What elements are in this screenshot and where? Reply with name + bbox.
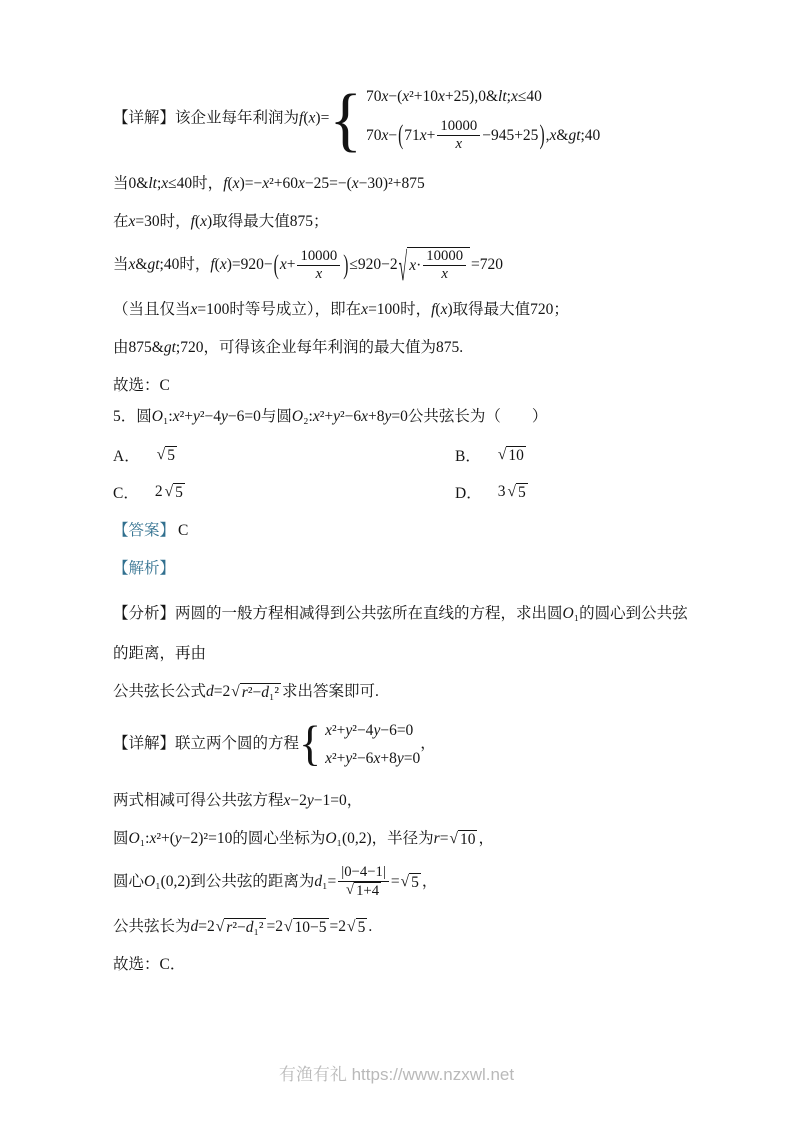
q4-case2-line xyxy=(113,247,693,291)
math-run: f(x)= xyxy=(299,109,330,127)
radical-sign: √ xyxy=(164,482,174,500)
radicand: 5 xyxy=(517,483,526,501)
text-run: 取得最大值875； xyxy=(212,212,329,230)
radical xyxy=(165,483,185,502)
radicand: 5 xyxy=(167,446,175,464)
text-run: 时， xyxy=(159,212,191,230)
math-run: 70x− xyxy=(365,127,398,145)
radical xyxy=(216,918,266,937)
answer-value: C xyxy=(178,522,189,540)
circle1-equation: O₁:x²+y²−4y−6=0 xyxy=(151,408,261,426)
analysis-paragraph xyxy=(113,594,693,673)
jiexi-line xyxy=(113,556,693,581)
math-run: O₁(0,2) xyxy=(144,872,191,890)
text-run: ， xyxy=(421,872,438,890)
math-run: x· xyxy=(409,256,422,274)
math-run: 71x+ xyxy=(404,127,436,145)
text-run: （当且仅当 xyxy=(113,300,191,318)
math-run: x−2y−1=0 xyxy=(283,791,347,809)
circle1-center-line xyxy=(113,826,693,851)
q4-answer-choice-line xyxy=(113,373,693,398)
math-run: f(x) xyxy=(190,212,213,230)
footer-watermark xyxy=(0,1060,793,1085)
math-run: =720 xyxy=(471,255,504,273)
radical-sign: √ xyxy=(215,917,225,935)
option-B xyxy=(455,444,527,466)
jiexi-label: 【解析】 xyxy=(113,560,176,578)
text-run: 故选：C xyxy=(113,376,170,394)
text-run: 故选：C． xyxy=(113,955,186,973)
detail-label: 【详解】 xyxy=(113,734,176,752)
text-run: 时， xyxy=(179,255,211,273)
fraction xyxy=(297,248,340,284)
text-run: 取得最大值720； xyxy=(452,300,569,318)
option-C xyxy=(113,481,455,503)
math-run: x=30 xyxy=(128,212,160,230)
fraction-denominator: x xyxy=(455,136,463,153)
text-run: 的圆心坐标为 xyxy=(232,829,326,847)
fraction-numerator: 10000 xyxy=(297,248,340,266)
math-run: ,x&gt;40 xyxy=(545,127,601,145)
math-run: −945+25 xyxy=(482,127,539,145)
text-run: 公共弦长为 xyxy=(113,917,191,935)
system-rows xyxy=(325,718,420,771)
radical xyxy=(284,918,329,937)
radical xyxy=(449,830,477,849)
footer-text: 有渔有礼 https://www.nzxwl.net xyxy=(278,1065,515,1084)
math-run: x+ xyxy=(279,255,296,273)
math-run: 875&gt;720 xyxy=(128,338,204,356)
text-run: 公共弦长为（ ） xyxy=(407,408,548,426)
fraction xyxy=(437,118,480,154)
option-D-label: D． xyxy=(455,485,482,503)
big-left-paren: ( xyxy=(398,120,404,152)
fraction-numerator: |0−4−1| xyxy=(338,864,389,882)
math-run: f(x)=920− xyxy=(210,255,273,273)
piecewise-row-1: 70 x −( x ²+10 x +25),0& l t ; x ≤40 xyxy=(365,88,542,105)
radical-sign: √ xyxy=(398,247,408,291)
radicand: 5 xyxy=(175,483,183,501)
radical-sign: √ xyxy=(231,683,240,701)
fraction-numerator: 10000 xyxy=(423,248,466,266)
radical xyxy=(507,483,527,502)
text-run: 公共弦长公式 xyxy=(113,683,207,701)
radical xyxy=(157,446,177,465)
q4-case1-line xyxy=(113,171,693,196)
left-brace: { xyxy=(299,716,322,771)
option-A-label: A． xyxy=(113,448,140,466)
coefficient: 3 xyxy=(497,483,506,501)
text-run: 两式相减可得公共弦方程 xyxy=(113,791,284,809)
text-run: 由 xyxy=(113,338,129,356)
math-run: d=2 xyxy=(190,917,215,935)
radical xyxy=(231,683,281,702)
radical xyxy=(498,446,526,465)
chord-formula-line xyxy=(113,679,693,704)
radical-sign: √ xyxy=(497,445,507,463)
q4-conclusion-line xyxy=(113,335,693,360)
answer-line xyxy=(113,518,693,543)
math-run: d₁= xyxy=(314,872,337,890)
radicand: r ²− d ₁² xyxy=(226,918,264,936)
analysis-text: 的圆心到公共弦的距离，再由 xyxy=(113,605,688,662)
fraction-denominator: x xyxy=(315,265,323,282)
piecewise-function xyxy=(329,79,601,159)
text-run: 当 xyxy=(113,255,129,273)
math-run: x&gt;40 xyxy=(128,255,180,273)
answer-label: 【答案】 xyxy=(113,522,176,540)
question-5-stem xyxy=(113,404,693,429)
fraction xyxy=(338,864,389,901)
radicand xyxy=(407,247,470,284)
text-run: 与圆 xyxy=(260,408,292,426)
math-run: f(x)=−x²+60x−25=−(x−30)²+875 xyxy=(223,174,425,192)
math-run: 0&lt;x≤40 xyxy=(128,174,193,192)
math-run: =2 xyxy=(329,917,347,935)
big-right-paren: ) xyxy=(343,250,349,281)
fraction-numerator: 10000 xyxy=(437,118,480,136)
fraction-denominator: x xyxy=(441,266,448,283)
math-run: O₁:x²+(y−2)²=10 xyxy=(128,829,233,847)
coefficient: 2 xyxy=(154,483,163,501)
text-run: ， xyxy=(346,791,363,809)
text-run: 到公共弦的距离为 xyxy=(190,872,315,890)
text-run: 求出答案即可. xyxy=(282,683,379,701)
q4-detail-line xyxy=(113,79,693,159)
math-run: O₁(0,2) xyxy=(325,829,372,847)
options-row-2 xyxy=(113,481,693,503)
radicand: 5 xyxy=(357,918,366,936)
option-C-label: C． xyxy=(113,485,139,503)
left-brace: { xyxy=(329,79,362,159)
text-run: 圆心 xyxy=(113,872,145,890)
piecewise-row-2 xyxy=(366,118,600,154)
option-B-label: B． xyxy=(455,448,481,466)
radical xyxy=(346,882,381,900)
radical-sign: √ xyxy=(507,482,516,500)
text-run: ， xyxy=(478,829,494,847)
text-run: 圆 xyxy=(113,829,129,847)
radical-sign: √ xyxy=(345,882,355,899)
math-run: f(x) xyxy=(431,300,453,318)
q5-answer-choice-line xyxy=(113,952,693,977)
circle2-equation: O₂:x²+y²−6x+8y=0 xyxy=(291,408,408,426)
radicand: 1+4 xyxy=(356,883,380,900)
text-run: 时， xyxy=(192,174,224,192)
chord-length-line xyxy=(113,914,693,939)
option-A xyxy=(113,444,455,466)
radical-sign: √ xyxy=(284,917,293,935)
radicand: 10−5 xyxy=(294,918,327,936)
detail-label: 【详解】 xyxy=(113,109,176,127)
radical xyxy=(401,873,421,892)
math-run: r= xyxy=(433,829,449,847)
fraction-denominator xyxy=(342,882,385,900)
text-run: 当 xyxy=(113,174,129,192)
math-run: =2 xyxy=(266,917,284,935)
math-run: x=100 xyxy=(361,300,401,318)
q4-equality-line xyxy=(113,297,693,322)
radical-sign: √ xyxy=(400,872,410,890)
math-run: d=2 xyxy=(206,683,231,701)
big-right-paren: ) xyxy=(539,120,545,152)
text-run: ， xyxy=(420,734,436,752)
radical-sign: √ xyxy=(156,445,166,463)
text-run: 联立两个圆的方程 xyxy=(175,734,300,752)
intro-text: 该企业每年利润为 xyxy=(175,109,300,127)
q4-max1-line xyxy=(113,209,693,234)
options-row-1 xyxy=(113,444,693,466)
analysis-text: 【分析】两圆的一般方程相减得到公共弦所在直线的方程，求出圆 xyxy=(113,605,563,623)
radicand: r ²− d ₁² xyxy=(241,684,280,702)
math-run: x=100 xyxy=(190,300,230,318)
question-number: 5．圆 xyxy=(113,408,152,426)
text-run: 时， xyxy=(400,300,432,318)
text-run: 在 xyxy=(113,212,129,230)
radicand: 10 xyxy=(508,446,524,464)
text-run: 时等号成立），即在 xyxy=(229,300,362,318)
equation-system xyxy=(299,718,420,771)
radical xyxy=(347,918,367,937)
radical xyxy=(398,247,470,291)
radicand: 5 xyxy=(411,873,419,891)
radical-sign: √ xyxy=(347,917,356,935)
radical-sign: √ xyxy=(449,829,458,847)
distance-line xyxy=(113,864,693,901)
radicand: 10 xyxy=(459,830,476,848)
system-row-2: x ²+ y ²−6 x +8 y =0 xyxy=(325,749,421,767)
text-run: ，半径为 xyxy=(371,829,434,847)
math-run: O₁ xyxy=(562,605,580,623)
math-run: = xyxy=(390,872,400,890)
fraction xyxy=(423,248,466,284)
option-D xyxy=(455,481,529,503)
chord-equation-line xyxy=(113,788,693,813)
big-left-paren: ( xyxy=(273,250,279,281)
math-run: ≤920−2 xyxy=(349,255,398,273)
q5-detail-system-line xyxy=(113,718,693,771)
text-run: . xyxy=(368,917,373,935)
piecewise-rows xyxy=(366,84,600,154)
system-row-1: x ²+ y ²−4 y −6=0 xyxy=(325,721,414,739)
text-run: ，可得该企业每年利润的最大值为875. xyxy=(203,338,464,356)
